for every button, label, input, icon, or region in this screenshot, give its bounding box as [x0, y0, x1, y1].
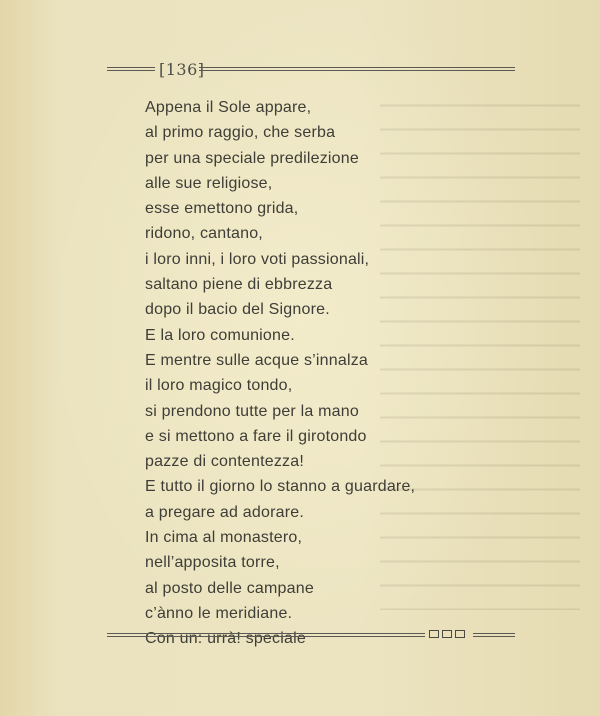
poem-line: pazze di contentezza!	[145, 453, 304, 471]
page-header	[107, 61, 515, 81]
poem-line: i loro inni, i loro voti passionali,	[145, 250, 370, 268]
poem-line: per una speciale predilezione	[145, 149, 359, 167]
poem-line: al primo raggio, che serba	[145, 124, 336, 142]
ornament-box-icon	[455, 630, 465, 638]
page-number: [136]	[159, 60, 205, 79]
poem-line: al posto delle campane	[145, 579, 314, 597]
header-rule-right	[199, 67, 515, 68]
poem-line: a pregare ad adorare.	[145, 503, 304, 521]
poem-line: dopo il bacio del Signore.	[145, 301, 330, 319]
footer-rule	[107, 633, 425, 634]
poem-line: Con un: urrà! speciale	[145, 630, 306, 648]
footer-rule	[107, 636, 425, 637]
poem-line: si prendono tutte per la mano	[145, 402, 359, 420]
poem-line: ridono, cantano,	[145, 225, 263, 243]
poem-line: il loro magico tondo,	[145, 377, 293, 395]
poem-line: nell’apposita torre,	[145, 554, 280, 572]
footer-rule	[473, 633, 515, 634]
ornament-box-icon	[442, 630, 452, 638]
poem-line: alle sue religiose,	[145, 174, 273, 192]
poem-line: esse emettono grida,	[145, 200, 299, 218]
poem-line: In cima al monastero,	[145, 529, 303, 547]
header-rule-left	[107, 67, 155, 68]
footer-rule	[473, 636, 515, 637]
page-footer	[107, 630, 515, 642]
footer-ornament	[429, 630, 465, 638]
poem-line: E mentre sulle acque s’innalza	[145, 351, 369, 369]
header-rule-right	[199, 70, 515, 71]
poem-line: e si mettono a fare il girotondo	[145, 427, 367, 445]
poem-line: saltano piene di ebbrezza	[145, 276, 333, 294]
poem-text	[145, 95, 415, 652]
header-rule-left	[107, 70, 155, 71]
poem-line: c’ànno le meridiane.	[145, 604, 293, 622]
poem-line: E tutto il giorno lo stanno a guardare,	[145, 478, 416, 496]
ornament-box-icon	[429, 630, 439, 638]
poem-line: Appena il Sole appare,	[145, 99, 312, 116]
poem-line: E la loro comunione.	[145, 326, 295, 344]
